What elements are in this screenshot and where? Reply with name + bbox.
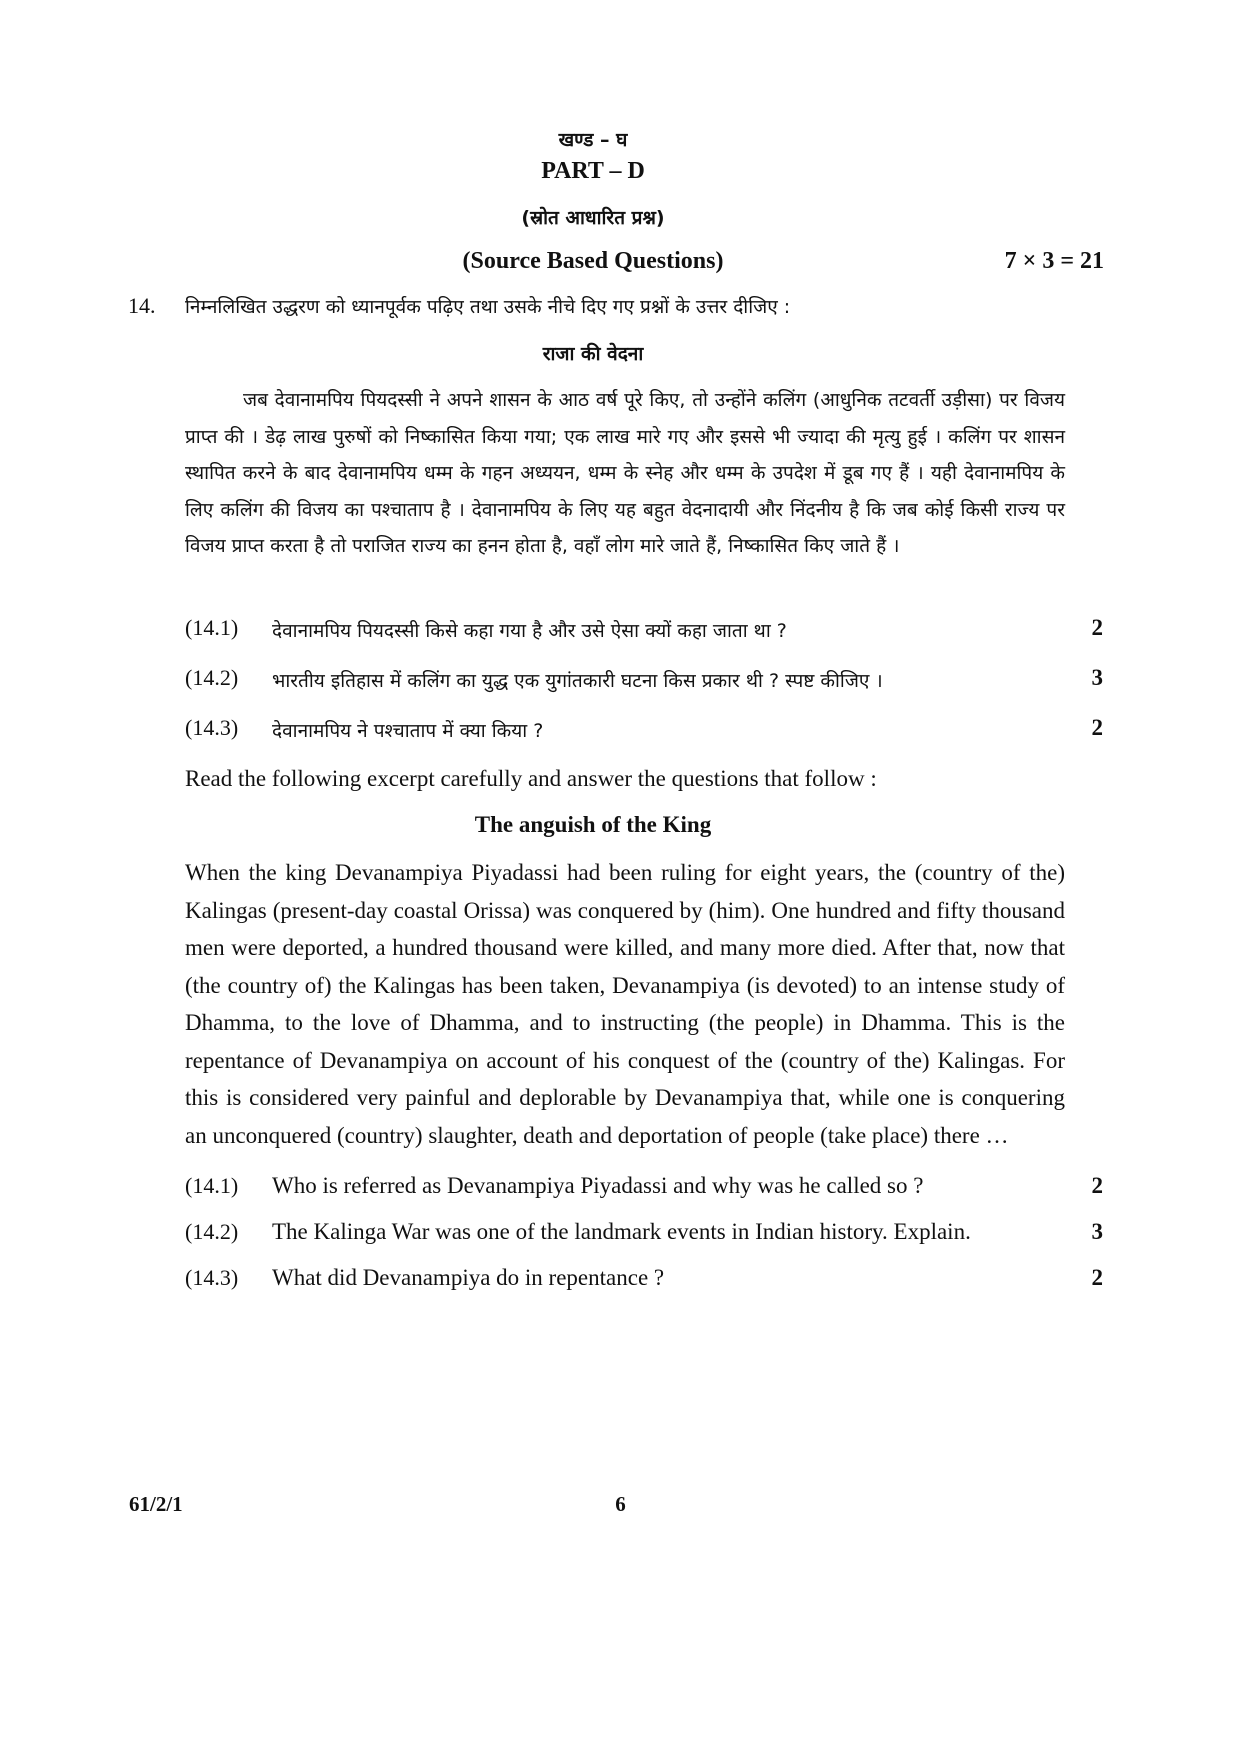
subquestion-text: The Kalinga War was one of the landmark events in Indian history. Explain. bbox=[272, 1219, 971, 1244]
paper-code: 61/2/1 bbox=[129, 1492, 183, 1516]
instruction-english: Read the following excerpt carefully and answer the questions that follow : bbox=[185, 766, 877, 791]
subquestion-number: (14.1) bbox=[185, 615, 239, 640]
subquestion-hindi-1 bbox=[185, 615, 1103, 649]
subquestion-text: देवानामपिय ने पश्चाताप में क्या किया ? bbox=[272, 720, 544, 742]
passage-title-english: The anguish of the King bbox=[474, 812, 712, 837]
subquestion-text: Who is referred as Devanampiya Piyadassi and why was he called so ? bbox=[272, 1173, 924, 1198]
subquestion-marks: 3 bbox=[1091, 1219, 1103, 1244]
subquestion-marks: 2 bbox=[1091, 615, 1103, 640]
subquestion-marks: 2 bbox=[1091, 715, 1103, 740]
subquestion-hindi-2 bbox=[185, 665, 1103, 699]
question-number: 14. bbox=[128, 293, 156, 318]
page-number: 6 bbox=[615, 1492, 626, 1516]
subquestion-number: (14.2) bbox=[185, 1219, 239, 1244]
subtitle-hindi: (स्रोत आधारित प्रश्न) bbox=[521, 207, 665, 229]
subquestion-english-2 bbox=[185, 1219, 1103, 1253]
subquestion-marks: 2 bbox=[1091, 1265, 1103, 1290]
section-title-hindi: खण्ड – घ bbox=[558, 129, 628, 151]
section-title-english: PART – D bbox=[541, 158, 645, 184]
subtitle-english: (Source Based Questions) bbox=[462, 248, 724, 274]
subquestion-number: (14.3) bbox=[185, 715, 239, 740]
total-marks: 7 × 3 = 21 bbox=[1004, 248, 1104, 274]
subquestion-text: भारतीय इतिहास में कलिंग का युद्ध एक युगांतकारी घटना किस प्रकार थी ? स्पष्ट कीजिए । bbox=[272, 670, 883, 692]
subquestion-english-1 bbox=[185, 1173, 1103, 1207]
subquestion-marks: 3 bbox=[1091, 665, 1103, 690]
subquestion-marks: 2 bbox=[1091, 1173, 1103, 1198]
instruction-hindi: निम्नलिखित उद्धरण को ध्यानपूर्वक पढ़िए तथा उसके नीचे दिए गए प्रश्नों के उत्तर दीजिए : bbox=[185, 296, 791, 318]
passage-english: When the king Devanampiya Piyadassi had been ruling for eight years, the (country of the) Kalingas (present-day coastal Orissa) was conquered by (him). One hundred and fifty thousand men were deported, a hundred thousand were killed, and many more died. After that, now that (the country of) the Kalingas has been taken, Devanampiya (is devoted) to an intense study of Dhamma, to the love of Dhamma, and to instructing (the people) in Dhamma. This is the repentance of Devanampiya on account of his conquest of the (country of the) Kalingas. For this is considered very painful and deplorable by Devanampiya that, while one is conquering an unconquered (country) slaughter, death and deportation of people (take place) there … bbox=[185, 860, 1065, 1148]
subquestion-english-3 bbox=[185, 1265, 1103, 1299]
subquestion-number: (14.1) bbox=[185, 1173, 239, 1198]
subquestion-text: देवानामपिय पियदस्सी किसे कहा गया है और उसे ऐसा क्यों कहा जाता था ? bbox=[272, 620, 787, 642]
subquestion-text: What did Devanampiya do in repentance ? bbox=[272, 1265, 665, 1290]
passage-title-hindi: राजा की वेदना bbox=[542, 343, 644, 365]
subquestion-hindi-3 bbox=[185, 715, 1103, 749]
passage-hindi: जब देवानामपिय पियदस्सी ने अपने शासन के आठ वर्ष पूरे किए, तो उन्होंने कलिंग (आधुनिक तटवर्ती उड़ीसा) पर विजय प्राप्त की । डेढ़ लाख पुरुषों को निष्कासित किया गया; एक लाख मारे गए और इससे भी ज्यादा की मृत्यु हुई । कलिंग पर शासन स्थापित करने के बाद देवानामपिय धम्म के गहन अध्ययन, धम्म के स्नेह और धम्म के उपदेश में डूब गए हैं । यही देवानामपिय के लिए कलिंग की विजय का पश्चाताप है । देवानामपिय के लिए यह बहुत वेदनादायी और निंदनीय है कि जब कोई किसी राज्य पर विजय प्राप्त करता है तो पराजित राज्य का हनन होता है, वहाँ लोग मारे जाते हैं, निष्कासित किए जाते हैं । bbox=[185, 389, 1065, 557]
subquestion-number: (14.2) bbox=[185, 665, 239, 690]
subquestion-number: (14.3) bbox=[185, 1265, 239, 1290]
